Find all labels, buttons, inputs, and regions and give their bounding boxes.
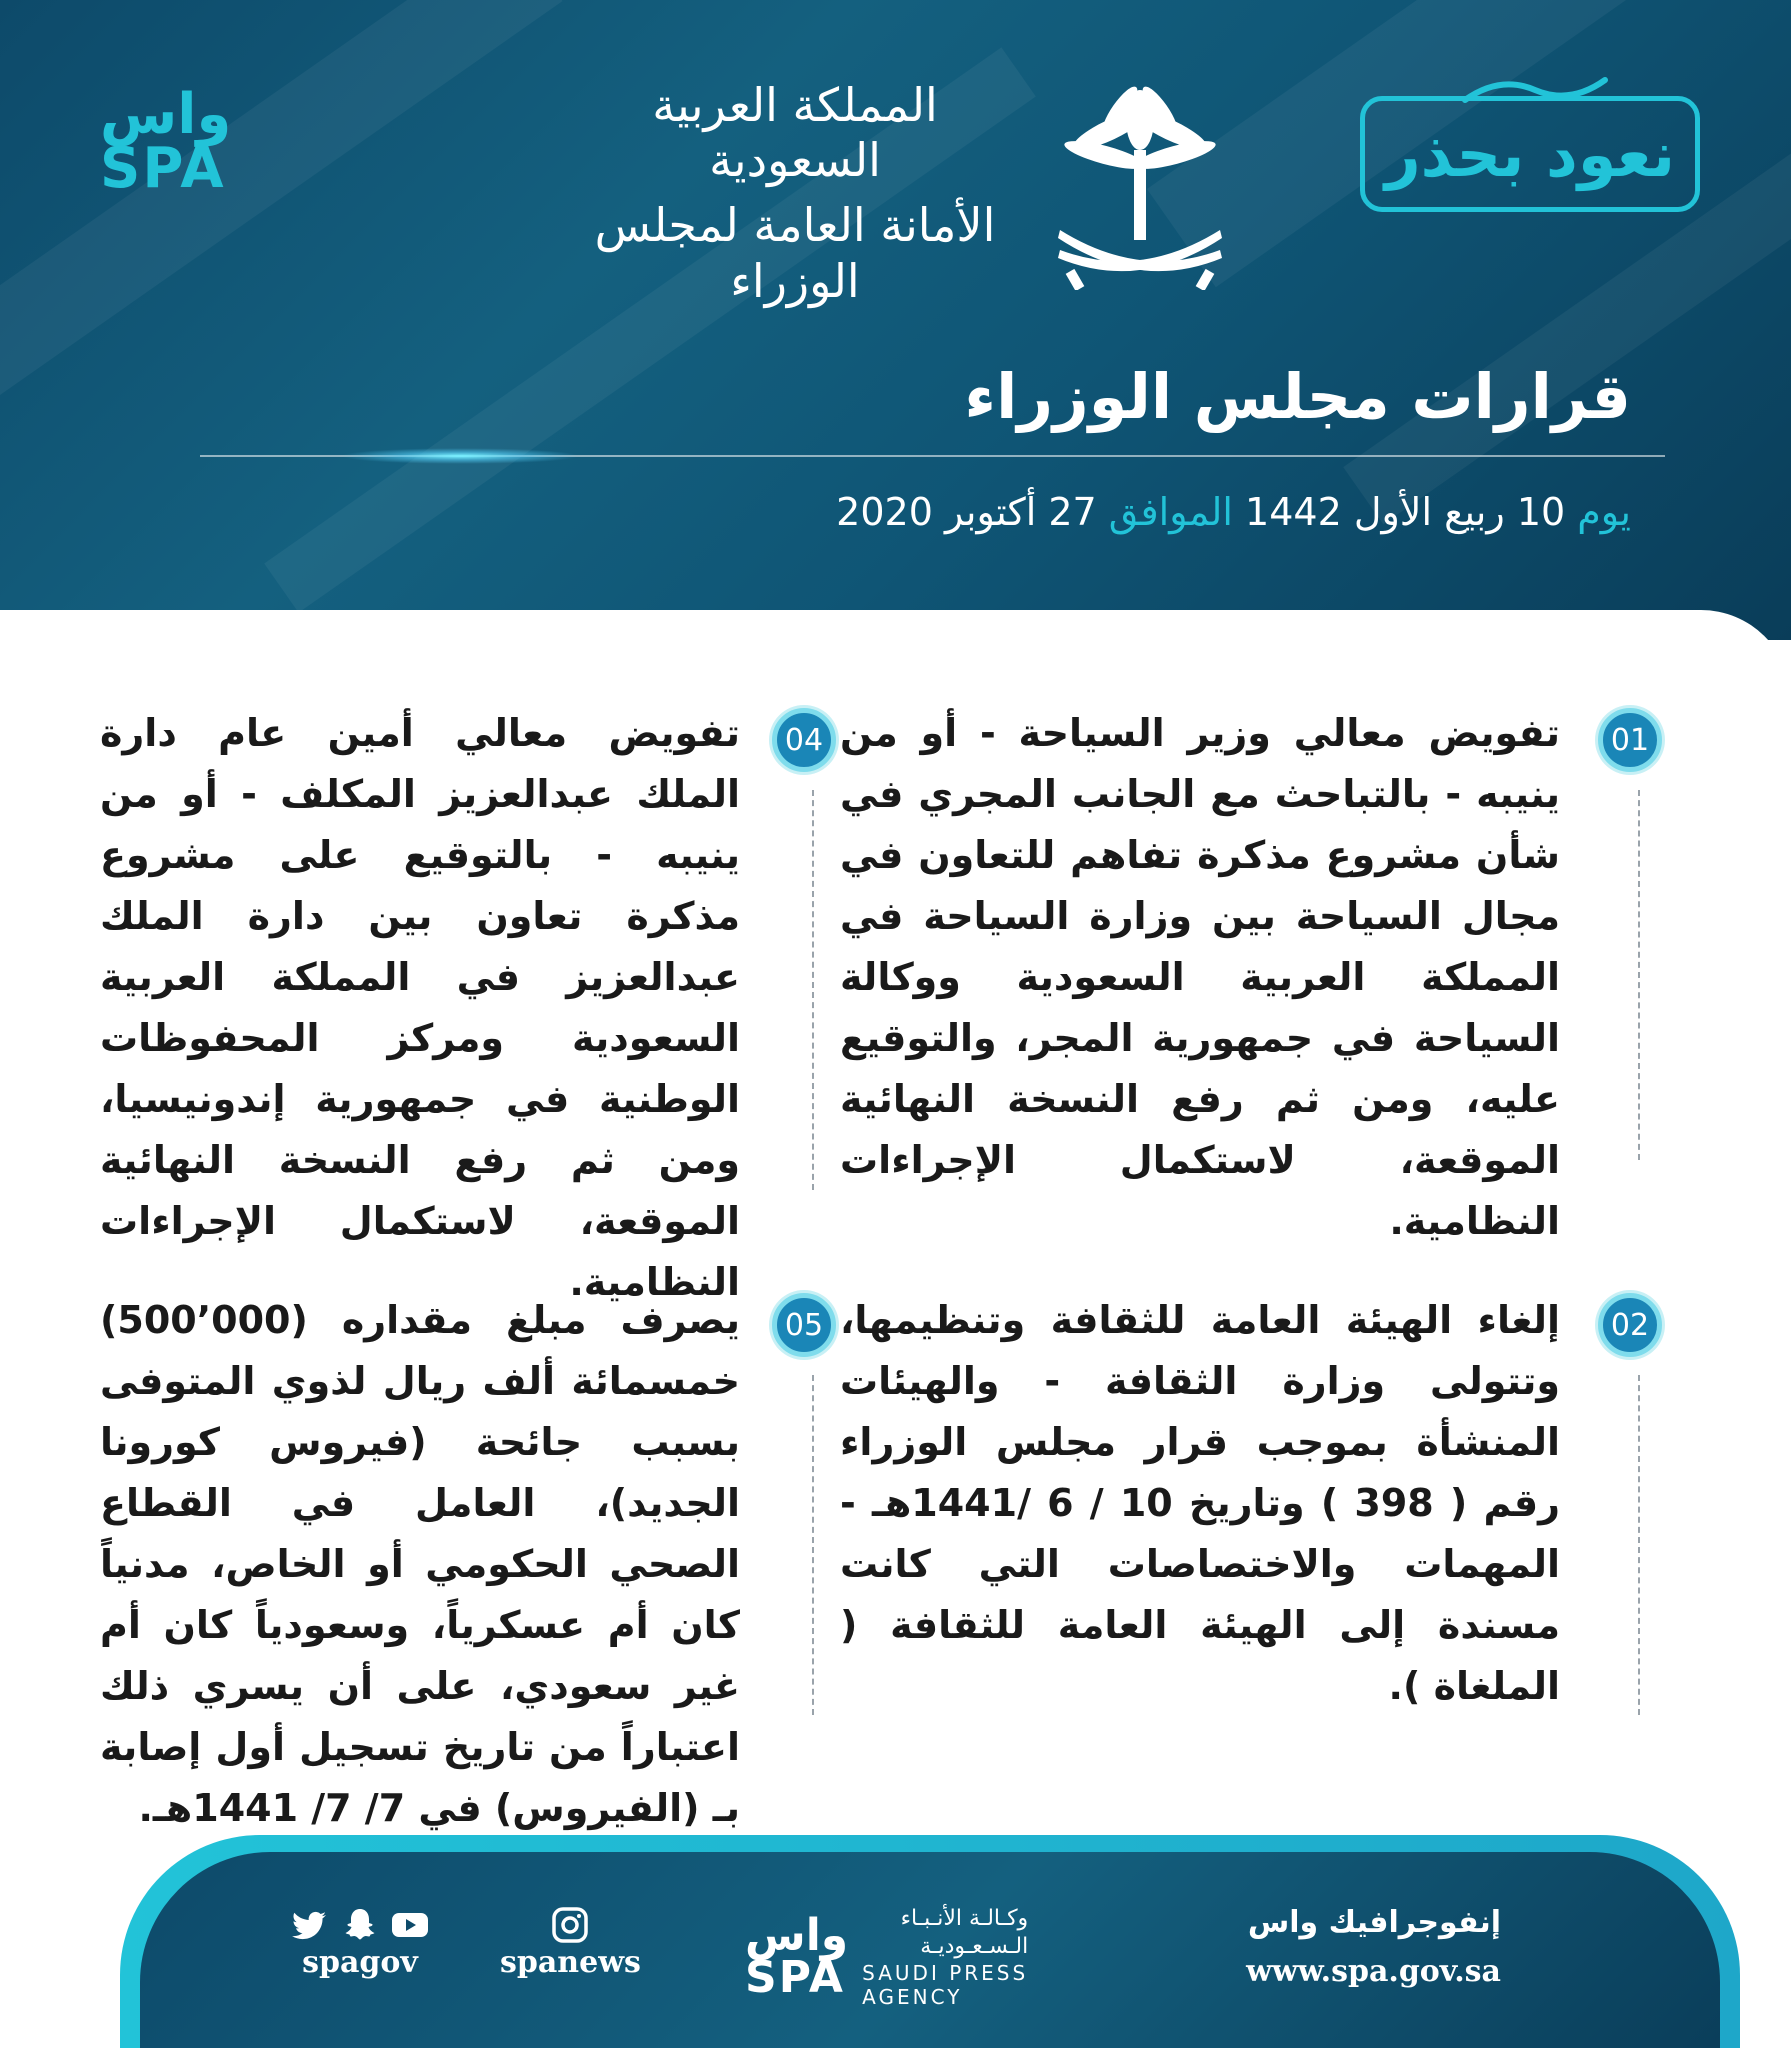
content-card-top [0,610,1791,700]
decision-item-04: تفويض معالي أمين عام دارة الملك عبدالعزيز المكلف - أو من ينيبه - بالتوقيع على مشروع مذكرة تعاون بين دارة الملك عبدالعزيز في المملكة العربية السعودية ومركز المحفوظات الوطنية في جمهورية إندونيسيا، ومن ثم رفع النسخة النهائية الموقعة، لاستكمال الإجراءات النظامية. [100,711,740,1304]
hashtag-badge: نعود بحذر [1360,96,1700,212]
spa-logo-arabic: واس [100,82,232,147]
palm-swords-emblem-icon [1050,80,1230,290]
agency-name-en-1: SAUDI PRESS [862,1961,1029,1985]
kingdom-calligraphy [560,78,1030,309]
footer-spa-logo[interactable] [745,1905,1028,2009]
spa-logo-latin: SPA [100,136,226,201]
footer-spa-mark [745,1910,849,2003]
agency-name-ar-1: وكـالـة الأنـبـاء [900,1906,1029,1931]
item-number-badge: 02 [1598,1293,1662,1357]
kingdom-line-2: الأمانة العامة لمجلس الوزراء [594,198,996,308]
divider-glow [340,448,580,464]
item-number-badge: 05 [772,1293,836,1357]
decision-item-05: يصرف مبلغ مقداره (500٬000) خمسمائة ألف ريال لذوي المتوفى بسبب جائحة (فيروس كورونا الجديد)، العامل في القطاع الصحي الحكومي أو الخاص، مدنياً كان أم عسكرياً، وسعودياً كان أم غير سعودي، على أن يسري ذلك اعتباراً من تاريخ تسجيل أول إصابة بـ (الفيروس) في 7/ 7/ 1441هـ. [100,1298,740,1830]
agency-name-ar-2: الـسـعـوديـة [920,1934,1029,1959]
infographic-label: إنفوجرافيك واس [1247,1905,1501,1940]
footer-spa-mark-latin: SPA [745,1952,845,2003]
twitter-icon[interactable] [290,1905,330,1945]
kingdom-line-1: المملكة العربية السعودية [652,78,938,188]
item-divider [812,790,814,1190]
snapchat-icon[interactable] [340,1905,380,1945]
social-block [290,1905,641,1980]
instagram-icon[interactable] [550,1905,590,1945]
decision-item-01: تفويض معالي وزير السياحة - أو من ينيبه - بالتباحث مع الجانب المجري في شأن مشروع مذكرة تفاهم للتعاون في مجال السياحة بين وزارة السياحة في المملكة العربية السعودية ووكالة السياحة في جمهورية المجر، والتوقيع عليه، ومن ثم رفع النسخة النهائية الموقعة، لاستكمال الإجراءات النظامية. [840,711,1560,1243]
footer-website-block [1246,1905,1501,1989]
decor-stripe [0,0,563,403]
item-number-badge: 04 [772,708,836,772]
date-connector: الموافق [1108,490,1233,534]
item-divider [1638,1375,1640,1715]
agency-name-en-2: AGENCY [862,1985,963,2009]
date-line [836,490,1631,534]
footer-spa-mark-arabic: واس [745,1910,849,1961]
agency-name [862,1905,1028,2009]
handle-spagov[interactable]: spagov [302,1945,418,1980]
decision-item-02: إلغاء الهيئة العامة للثقافة وتنظيمها، وتتولى وزارة الثقافة - والهيئات المنشأة بموجب قرار مجلس الوزراء رقم ( 398 ) وتاريخ 10 / 6 /1441هـ - المهمات والاختصاصات التي كانت مسندة إلى الهيئة العامة للثقافة ( الملغاة ). [840,1298,1561,1708]
date-hijri: 10 ربيع الأول 1442 [1245,490,1566,534]
spa-logo[interactable] [100,82,250,201]
website-link[interactable]: www.spa.gov.sa [1246,1954,1501,1989]
date-gregorian: 27 أكتوبر 2020 [836,490,1097,534]
item-divider [812,1375,814,1715]
item-number-badge: 01 [1598,708,1662,772]
page-title: قرارات مجلس الوزراء [964,360,1631,433]
youtube-icon[interactable] [390,1905,430,1945]
handle-spanews[interactable]: spanews [500,1945,641,1980]
item-divider [1638,790,1640,1160]
date-prefix: يوم [1577,490,1631,534]
